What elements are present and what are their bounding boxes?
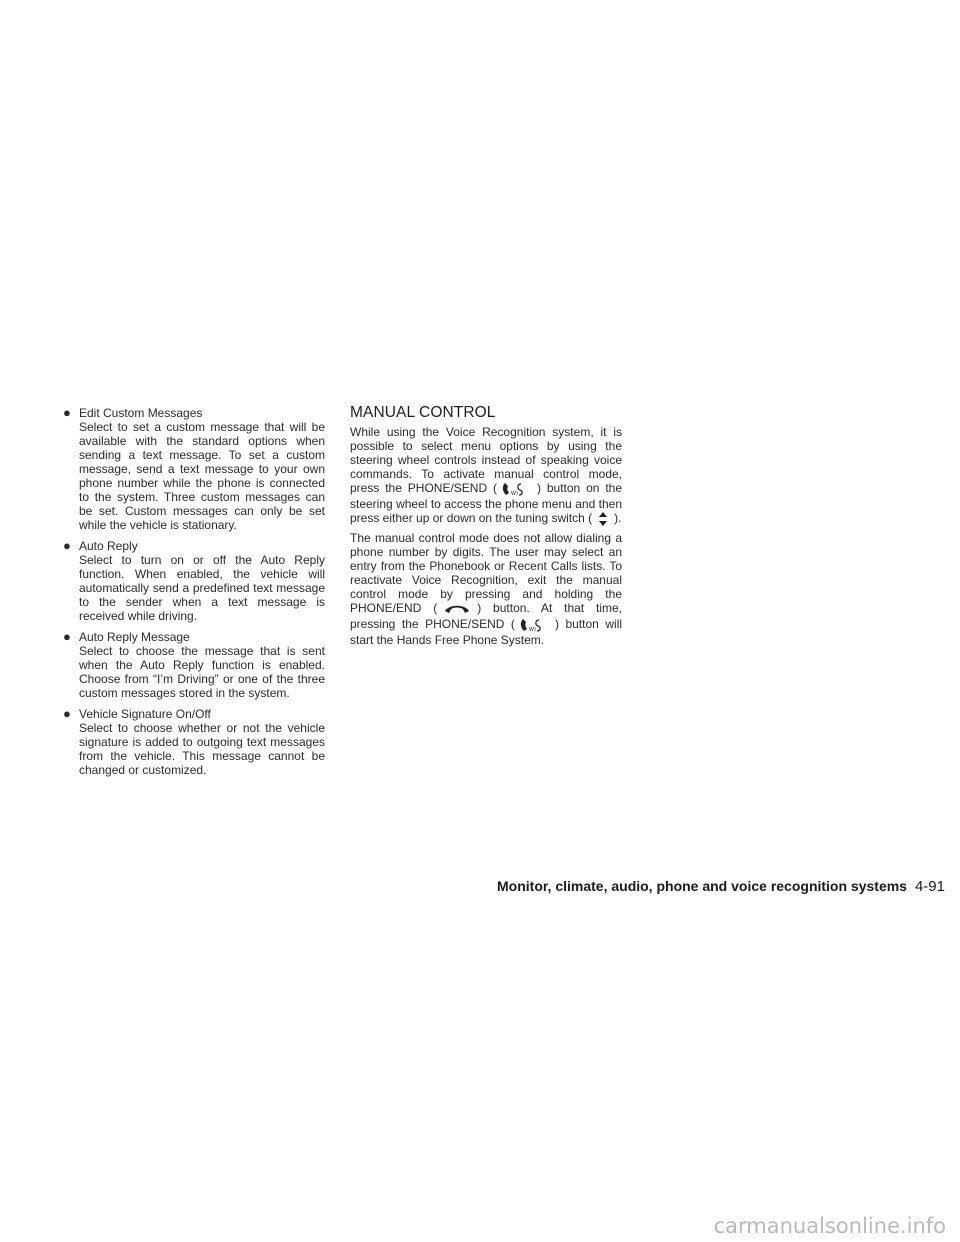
bullet-icon: ● <box>63 538 71 553</box>
para-text: ) button will start the Hands Free Phone System. <box>350 617 622 647</box>
list-item <box>63 406 325 532</box>
phone-send-icon <box>517 617 553 633</box>
watermark-link[interactable]: carmanualsonline.info <box>713 1214 946 1238</box>
list-item <box>63 539 325 623</box>
phone-send-icon <box>499 481 535 497</box>
item-body: Select to choose the message that is sent when the Auto Reply function is enabled. Choose from “I’m Driving” or one of the three custom messages stored in the system. <box>79 644 325 700</box>
svg-text:W): W) <box>511 491 518 497</box>
list-item <box>63 707 325 777</box>
item-body: Select to set a custom message that will be available with the standard options when sending a text message. To set a custom message, send a text message to your own phone number while the phone is connected to the system. Three custom messages can be set. Custom messages can only be set while the vehicle is stationary. <box>79 420 325 532</box>
svg-text:W): W) <box>528 627 536 633</box>
item-title: Auto Reply <box>79 539 138 553</box>
item-title: Auto Reply Message <box>79 630 190 644</box>
left-column <box>63 406 325 784</box>
manual-control-paragraph-2 <box>350 531 622 647</box>
list-item <box>63 630 325 700</box>
item-title: Vehicle Signature On/Off <box>79 707 211 721</box>
phone-end-icon <box>439 601 475 617</box>
para-text: ) button. At that time, pressing the PHONE/SEND ( <box>350 601 622 632</box>
para-text: The manual control mode does not allow dialing a phone number by digits. The user may select an entry from the Phonebook or Recent Calls lists. To reactivate Voice Recognition, exit the manual control mode by pressing and holding the PHONE/END ( <box>350 531 622 616</box>
item-body: Select to turn on or off the Auto Reply function. When enabled, the vehicle will automatically send a predefined text message to the sender when a text message is received while driving. <box>79 553 325 623</box>
bullet-icon: ● <box>63 629 71 644</box>
item-body: Select to choose whether or not the vehicle signature is added to outgoing text messages from the vehicle. This message cannot be changed or customized. <box>79 721 325 777</box>
page-footer <box>497 877 945 896</box>
right-column <box>350 404 622 651</box>
tuning-switch-icon <box>594 511 612 527</box>
footer-section-title: Monitor, climate, audio, phone and voice recognition systems <box>497 878 907 894</box>
para-text: While using the Voice Recognition system, it is possible to select menu options by using the steering wheel controls instead of speaking voice commands. To activate manual control mode, press the PHONE/SEND ( <box>350 425 622 496</box>
section-heading: MANUAL CONTROL <box>350 404 496 421</box>
item-title: Edit Custom Messages <box>79 406 203 420</box>
para-text: ). <box>614 511 622 526</box>
page-number: 4-91 <box>914 878 945 895</box>
bullet-icon: ● <box>63 706 71 721</box>
manual-control-paragraph-1 <box>350 425 622 527</box>
bullet-icon: ● <box>63 405 71 420</box>
para-text: ) button on the steering wheel to access the phone menu and then press either up or down on the tuning switch ( <box>350 481 623 526</box>
